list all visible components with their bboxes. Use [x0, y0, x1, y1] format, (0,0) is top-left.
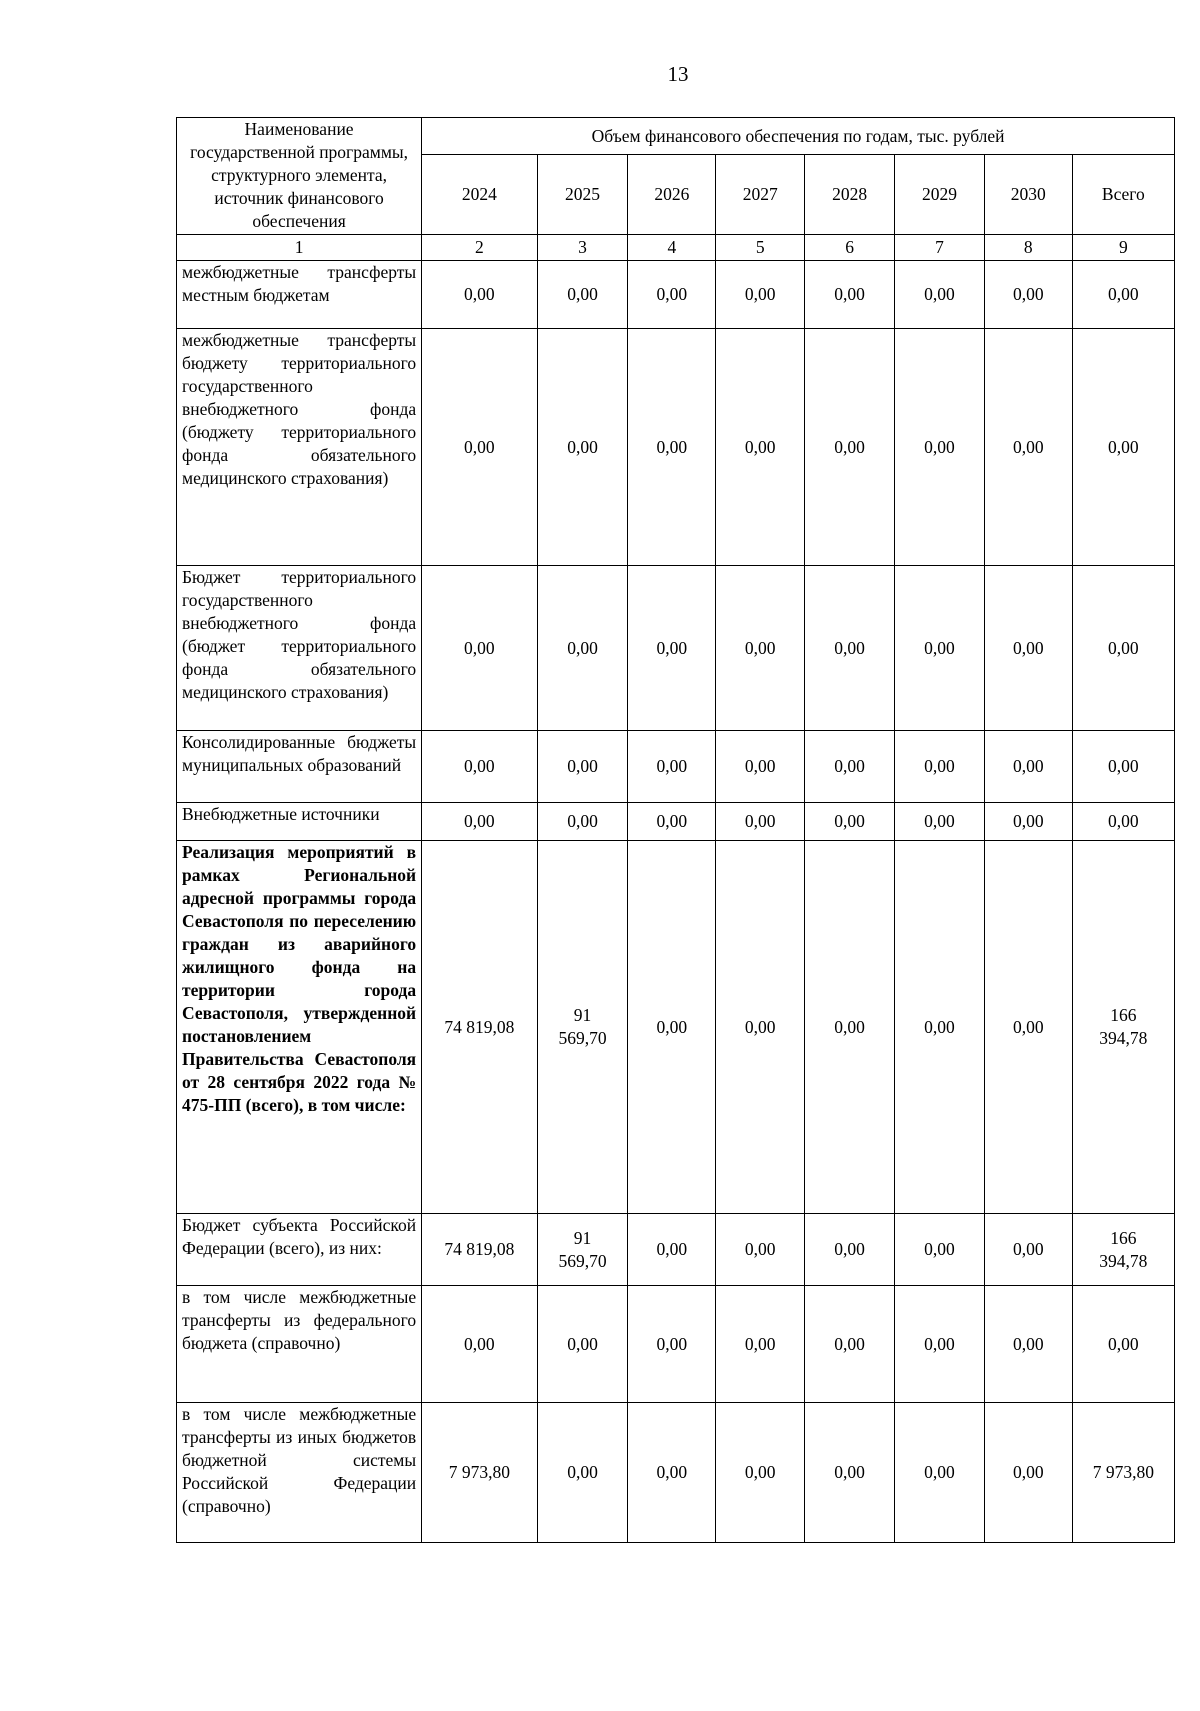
table-row	[177, 731, 1175, 803]
value-cell: 0,00	[628, 566, 716, 731]
column-number-cell: 6	[805, 235, 895, 261]
table-row	[177, 329, 1175, 566]
value-cell: 0,00	[537, 1286, 628, 1403]
value-cell: 0,00	[1072, 1286, 1174, 1403]
value-cell: 7 973,80	[422, 1403, 537, 1543]
value-cell: 166 394,78	[1072, 841, 1174, 1214]
row-name-cell: в том числе межбюджетные трансферты из федерального бюджета (справочно)	[177, 1286, 422, 1403]
value-cell: 0,00	[895, 803, 985, 841]
value-cell: 0,00	[628, 261, 716, 329]
column-number-cell: 9	[1072, 235, 1174, 261]
row-name-cell: Консолидированные бюджеты муниципальных образований	[177, 731, 422, 803]
value-cell: 0,00	[984, 1214, 1072, 1286]
value-cell: 0,00	[537, 1403, 628, 1543]
value-cell: 0,00	[1072, 731, 1174, 803]
table-row	[177, 841, 1175, 1214]
value-cell: 0,00	[984, 566, 1072, 731]
value-cell: 0,00	[805, 803, 895, 841]
value-cell: 0,00	[895, 566, 985, 731]
value-cell: 0,00	[628, 1403, 716, 1543]
value-cell: 0,00	[537, 566, 628, 731]
value-cell: 0,00	[422, 803, 537, 841]
year-header-cell: 2024	[422, 155, 537, 235]
value-cell: 0,00	[895, 841, 985, 1214]
value-cell: 7 973,80	[1072, 1403, 1174, 1543]
year-header-cell: 2030	[984, 155, 1072, 235]
row-name-cell: в том числе межбюджетные трансферты из иных бюджетов бюджетной системы Российской Федерации (справочно)	[177, 1403, 422, 1543]
value-cell: 0,00	[628, 1214, 716, 1286]
year-header-cell: 2028	[805, 155, 895, 235]
value-cell: 0,00	[716, 566, 805, 731]
value-cell: 91 569,70	[537, 841, 628, 1214]
value-cell: 0,00	[1072, 566, 1174, 731]
page-number: 13	[667, 62, 689, 86]
value-cell: 0,00	[537, 261, 628, 329]
value-cell: 74 819,08	[422, 841, 537, 1214]
year-header-cell: 2029	[895, 155, 985, 235]
value-cell: 0,00	[537, 329, 628, 566]
value-cell: 0,00	[1072, 329, 1174, 566]
value-cell: 0,00	[716, 261, 805, 329]
table-row	[177, 803, 1175, 841]
row-name-cell: межбюджетные трансферты бюджету территориального государственного внебюджетного фонда (бюджету территориального фонда обязательного медицинского страхования)	[177, 329, 422, 566]
value-cell: 0,00	[716, 731, 805, 803]
column-number-cell: 8	[984, 235, 1072, 261]
column-number-cell: 2	[422, 235, 537, 261]
row-name-cell: Реализация мероприятий в рамках Региональной адресной программы города Севастополя по переселению граждан из аварийного жилищного фонда на территории города Севастополя, утвержденной постановлением Правительства Севастополя от 28 сентября 2022 года № 475-ПП (всего), в том числе:	[177, 841, 422, 1214]
value-cell: 0,00	[895, 1214, 985, 1286]
value-cell: 0,00	[984, 841, 1072, 1214]
table-row	[177, 1214, 1175, 1286]
financing-table	[176, 117, 1175, 1543]
year-header-cell: 2026	[628, 155, 716, 235]
value-cell: 0,00	[1072, 261, 1174, 329]
value-cell: 0,00	[805, 1214, 895, 1286]
value-cell: 0,00	[716, 329, 805, 566]
row-name-cell: Бюджет территориального государственного внебюджетного фонда (бюджет территориального фонда обязательного медицинского страхования)	[177, 566, 422, 731]
value-cell: 0,00	[422, 261, 537, 329]
value-cell: 0,00	[895, 1286, 985, 1403]
value-cell: 0,00	[805, 1403, 895, 1543]
table-row	[177, 566, 1175, 731]
value-cell: 0,00	[716, 1286, 805, 1403]
column-number-cell: 7	[895, 235, 985, 261]
value-cell: 0,00	[422, 566, 537, 731]
value-cell: 91 569,70	[537, 1214, 628, 1286]
value-cell: 0,00	[805, 329, 895, 566]
value-cell: 0,00	[805, 566, 895, 731]
column-number-cell: 5	[716, 235, 805, 261]
value-cell: 0,00	[628, 803, 716, 841]
column-number-cell: 3	[537, 235, 628, 261]
value-cell: 0,00	[984, 731, 1072, 803]
value-cell: 0,00	[1072, 803, 1174, 841]
value-cell: 0,00	[984, 803, 1072, 841]
value-cell: 0,00	[984, 1286, 1072, 1403]
row-name-cell: межбюджетные трансферты местным бюджетам	[177, 261, 422, 329]
row-name-cell: Бюджет субъекта Российской Федерации (всего), из них:	[177, 1214, 422, 1286]
value-cell: 0,00	[895, 731, 985, 803]
table-row	[177, 1286, 1175, 1403]
value-cell: 0,00	[984, 261, 1072, 329]
value-cell: 0,00	[805, 731, 895, 803]
column-number-cell: 4	[628, 235, 716, 261]
value-cell: 0,00	[895, 261, 985, 329]
value-cell: 0,00	[537, 803, 628, 841]
value-cell: 0,00	[628, 1286, 716, 1403]
value-cell: 0,00	[805, 1286, 895, 1403]
value-cell: 0,00	[895, 329, 985, 566]
table-row	[177, 1403, 1175, 1543]
column-number-cell: 1	[177, 235, 422, 261]
value-cell: 0,00	[716, 1403, 805, 1543]
value-cell: 0,00	[628, 731, 716, 803]
value-cell: 166 394,78	[1072, 1214, 1174, 1286]
header-name-cell: Наименование государственной программы, структурного элемента, источник финансового обеспечения	[177, 118, 422, 235]
year-header-cell: Всего	[1072, 155, 1174, 235]
value-cell: 74 819,08	[422, 1214, 537, 1286]
value-cell: 0,00	[805, 841, 895, 1214]
value-cell: 0,00	[537, 731, 628, 803]
header-volume-cell: Объем финансового обеспечения по годам, тыс. рублей	[422, 118, 1175, 155]
year-header-cell: 2025	[537, 155, 628, 235]
value-cell: 0,00	[984, 1403, 1072, 1543]
table-row	[177, 261, 1175, 329]
value-cell: 0,00	[422, 1286, 537, 1403]
row-name-cell: Внебюджетные источники	[177, 803, 422, 841]
value-cell: 0,00	[716, 841, 805, 1214]
value-cell: 0,00	[895, 1403, 985, 1543]
value-cell: 0,00	[805, 261, 895, 329]
value-cell: 0,00	[984, 329, 1072, 566]
value-cell: 0,00	[628, 329, 716, 566]
value-cell: 0,00	[422, 731, 537, 803]
value-cell: 0,00	[716, 1214, 805, 1286]
value-cell: 0,00	[628, 841, 716, 1214]
year-header-cell: 2027	[716, 155, 805, 235]
value-cell: 0,00	[422, 329, 537, 566]
value-cell: 0,00	[716, 803, 805, 841]
